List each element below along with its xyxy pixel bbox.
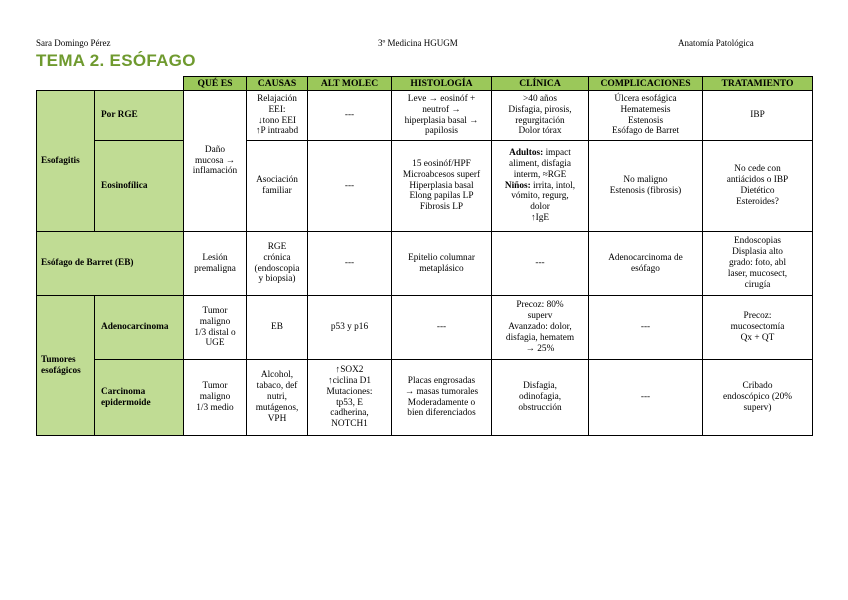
group-barrett: Esófago de Barret (EB)	[37, 232, 184, 296]
cell-adeno-clinica: Precoz: 80% superv Avanzado: dolor, disfagia, hematem → 25%	[492, 296, 589, 360]
column-header: QUÉ ES	[184, 77, 247, 91]
table-row	[37, 232, 813, 296]
cell-rge-causas: Relajación EEI: ↓tono EEI ↑P intraabd	[247, 91, 308, 141]
cell-eos-clinica: Adultos: impact aliment, disfagia interm, ≈RGE Niños: irrita, intol, vómito, regurg, dolor ↑IgE	[492, 141, 589, 232]
table-row	[37, 141, 813, 232]
cell-esofagitis-que-es: Daño mucosa → inflamación	[184, 91, 247, 232]
cell-eos-alt: ---	[308, 141, 392, 232]
cell-adeno-que-es: Tumor maligno 1/3 distal o UGE	[184, 296, 247, 360]
column-header: HISTOLOGÍA	[392, 77, 492, 91]
cell-rge-alt: ---	[308, 91, 392, 141]
cell-eb-compl: Adenocarcinoma de esófago	[589, 232, 703, 296]
row-label-carcinoma-epidermoide: Carcinoma epidermoide	[95, 360, 184, 436]
esophagus-summary-table	[36, 76, 813, 436]
table-row	[37, 91, 813, 141]
cell-adeno-trat: Precoz: mucosectomía Qx + QT	[703, 296, 813, 360]
table-header-row	[37, 77, 813, 91]
cell-eb-alt: ---	[308, 232, 392, 296]
cell-eos-histo: 15 eosinóf/HPF Microabcesos superf Hiperplasia basal Elong papilas LP Fibrosis LP	[392, 141, 492, 232]
header-author: Sara Domingo Pérez	[36, 38, 111, 48]
row-label-adenocarcinoma: Adenocarcinoma	[95, 296, 184, 360]
page-title: TEMA 2. ESÓFAGO	[36, 51, 196, 70]
table-row	[37, 296, 813, 360]
row-label-eosinofilica: Eosinofílica	[95, 141, 184, 232]
cell-eos-compl: No maligno Estenosis (fibrosis)	[589, 141, 703, 232]
column-header: COMPLICACIONES	[589, 77, 703, 91]
group-esofagitis: Esofagitis	[37, 91, 95, 232]
cell-epid-trat: Cribado endoscópico (20% superv)	[703, 360, 813, 436]
cell-epid-clinica: Disfagia, odinofagia, obstrucción	[492, 360, 589, 436]
column-header: CLÍNICA	[492, 77, 589, 91]
header-subject: Anatomía Patológica	[678, 38, 754, 48]
cell-adeno-causas: EB	[247, 296, 308, 360]
cell-eb-clinica: ---	[492, 232, 589, 296]
column-header: ALT MOLEC	[308, 77, 392, 91]
cell-adeno-alt: p53 y p16	[308, 296, 392, 360]
cell-epid-compl: ---	[589, 360, 703, 436]
cell-adeno-compl: ---	[589, 296, 703, 360]
column-header: TRATAMIENTO	[703, 77, 813, 91]
blank-header-cell	[37, 77, 184, 91]
table-row	[37, 360, 813, 436]
cell-epid-que-es: Tumor maligno 1/3 medio	[184, 360, 247, 436]
cell-eb-que-es: Lesión premaligna	[184, 232, 247, 296]
cell-eb-trat: Endoscopias Displasia alto grado: foto, abl laser, mucosect, cirugía	[703, 232, 813, 296]
cell-epid-histo: Placas engrosadas → masas tumorales Moderadamente o bien diferenciados	[392, 360, 492, 436]
cell-epid-alt: ↑SOX2 ↑ciclina D1 Mutaciones: tp53, E cadherina, NOTCH1	[308, 360, 392, 436]
cell-rge-histo: Leve → eosinóf + neutrof → hiperplasia basal → papilosis	[392, 91, 492, 141]
cell-rge-compl: Úlcera esofágica Hematemesis Estenosis Esófago de Barret	[589, 91, 703, 141]
cell-epid-causas: Alcohol, tabaco, def nutri, mutágenos, VPH	[247, 360, 308, 436]
cell-eos-causas: Asociación familiar	[247, 141, 308, 232]
cell-rge-trat: IBP	[703, 91, 813, 141]
row-label-rge: Por RGE	[95, 91, 184, 141]
cell-eb-histo: Epitelio columnar metaplásico	[392, 232, 492, 296]
cell-eos-trat: No cede con antiácidos o IBP Dietético Esteroides?	[703, 141, 813, 232]
cell-adeno-histo: ---	[392, 296, 492, 360]
cell-rge-clinica: >40 años Disfagia, pirosis, regurgitación Dolor tórax	[492, 91, 589, 141]
group-tumores: Tumores esofágicos	[37, 296, 95, 436]
column-header: CAUSAS	[247, 77, 308, 91]
cell-eb-causas: RGE crónica (endoscopia y biopsia)	[247, 232, 308, 296]
header-course: 3º Medicina HGUGM	[378, 38, 458, 48]
